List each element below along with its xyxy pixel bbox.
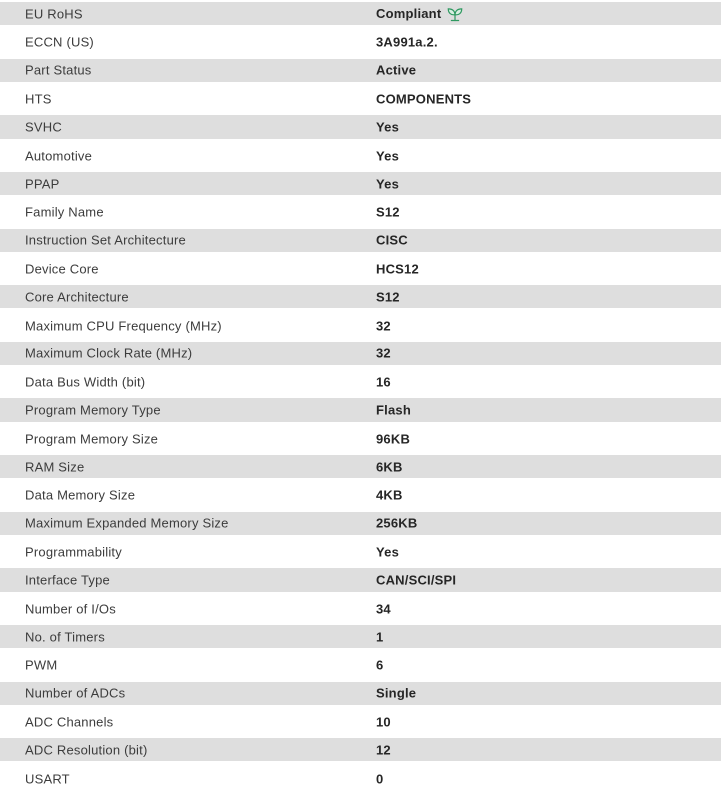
row-value: S12 xyxy=(376,289,400,305)
row-value: CAN/SCI/SPI xyxy=(376,572,457,588)
row-value: Yes xyxy=(376,176,400,192)
row-value-group xyxy=(376,176,399,191)
row-value-group xyxy=(376,771,383,786)
table-row xyxy=(0,340,721,368)
row-value: 32 xyxy=(376,345,391,361)
row-label: Family Name xyxy=(25,204,104,220)
table-row xyxy=(0,481,721,509)
row-label: HTS xyxy=(25,91,52,107)
rohs-leaf-icon[interactable] xyxy=(447,7,463,22)
row-value-group xyxy=(376,205,400,220)
row-label: Part Status xyxy=(25,62,92,78)
table-row xyxy=(0,708,721,736)
row-label: Automotive xyxy=(25,148,93,164)
row-value-group xyxy=(376,629,383,644)
table-row xyxy=(0,142,721,170)
row-value-group xyxy=(376,545,399,560)
row-value: 4KB xyxy=(376,487,403,503)
row-value: CISC xyxy=(376,232,408,248)
row-value: 10 xyxy=(376,714,391,730)
row-value: 3A991a.2. xyxy=(376,34,438,50)
row-value: COMPONENTS xyxy=(376,91,472,107)
row-label: Maximum CPU Frequency (MHz) xyxy=(25,318,222,334)
row-value-group xyxy=(376,572,456,587)
table-row xyxy=(0,736,721,764)
table-row xyxy=(0,28,721,56)
row-value: 6KB xyxy=(376,459,403,475)
row-value-group xyxy=(376,431,410,446)
row-label: Data Memory Size xyxy=(25,487,136,503)
row-label: Interface Type xyxy=(25,572,110,588)
row-label: Program Memory Size xyxy=(25,431,159,447)
table-row xyxy=(0,623,721,651)
table-row xyxy=(0,595,721,623)
row-value: Yes xyxy=(376,544,400,560)
row-value: 32 xyxy=(376,318,391,334)
row-value-group xyxy=(376,403,411,418)
row-value: Compliant xyxy=(376,6,442,22)
row-value: Active xyxy=(376,62,417,78)
row-value: 12 xyxy=(376,742,391,758)
table-row xyxy=(0,198,721,226)
row-value-group xyxy=(376,488,403,503)
row-label: Instruction Set Architecture xyxy=(25,232,186,248)
row-label: ADC Channels xyxy=(25,714,114,730)
row-label: Programmability xyxy=(25,544,122,560)
table-row xyxy=(0,680,721,708)
row-value: Flash xyxy=(376,402,411,418)
table-row xyxy=(0,651,721,679)
table-row xyxy=(0,227,721,255)
table-row xyxy=(0,283,721,311)
row-label: Core Architecture xyxy=(25,289,129,305)
row-value: 34 xyxy=(376,601,391,617)
row-value-group xyxy=(376,92,471,107)
row-value-group xyxy=(376,35,438,50)
row-label: EU RoHS xyxy=(25,6,83,22)
row-value: HCS12 xyxy=(376,261,419,277)
table-row xyxy=(0,85,721,113)
table-row xyxy=(0,57,721,85)
table-row xyxy=(0,538,721,566)
row-value-group xyxy=(376,289,400,304)
row-value: 256KB xyxy=(376,515,418,531)
row-label: PPAP xyxy=(25,176,60,192)
row-label: SVHC xyxy=(25,119,62,135)
row-value-group xyxy=(376,686,416,701)
row-label: RAM Size xyxy=(25,459,85,475)
row-value-group xyxy=(376,714,391,729)
row-label: USART xyxy=(25,771,70,787)
table-row xyxy=(0,0,721,28)
row-value-group xyxy=(376,601,391,616)
table-row xyxy=(0,311,721,339)
table-row xyxy=(0,453,721,481)
row-value-group xyxy=(376,233,408,248)
row-value-group xyxy=(376,318,391,333)
row-label: Device Core xyxy=(25,261,99,277)
row-value: S12 xyxy=(376,204,400,220)
row-value-group xyxy=(376,6,463,22)
row-value: 96KB xyxy=(376,431,411,447)
row-value-group xyxy=(376,742,391,757)
table-row xyxy=(0,425,721,453)
row-value-group xyxy=(376,658,383,673)
table-row xyxy=(0,255,721,283)
table-row xyxy=(0,113,721,141)
row-label: No. of Timers xyxy=(25,629,105,645)
row-value: 6 xyxy=(376,657,384,673)
row-value-group xyxy=(376,459,403,474)
row-value-group xyxy=(376,119,399,134)
row-value: 16 xyxy=(376,374,391,390)
row-label: Number of I/Os xyxy=(25,601,116,617)
row-value: 1 xyxy=(376,629,384,645)
table-row xyxy=(0,170,721,198)
row-value-group xyxy=(376,148,399,163)
row-value: 0 xyxy=(376,771,384,787)
row-value-group xyxy=(376,63,416,78)
table-row xyxy=(0,396,721,424)
row-label: ECCN (US) xyxy=(25,34,94,50)
row-label: PWM xyxy=(25,657,58,673)
row-label: Program Memory Type xyxy=(25,402,161,418)
row-value: Yes xyxy=(376,119,400,135)
row-label: Maximum Clock Rate (MHz) xyxy=(25,345,193,361)
row-label: ADC Resolution (bit) xyxy=(25,742,148,758)
row-value-group xyxy=(376,261,419,276)
row-label: Number of ADCs xyxy=(25,685,126,701)
table-row xyxy=(0,566,721,594)
row-value: Single xyxy=(376,685,417,701)
row-value-group xyxy=(376,375,391,390)
row-label: Data Bus Width (bit) xyxy=(25,374,146,390)
table-row xyxy=(0,510,721,538)
table-row xyxy=(0,368,721,396)
row-label: Maximum Expanded Memory Size xyxy=(25,515,229,531)
row-value-group xyxy=(376,516,417,531)
table-row xyxy=(0,764,721,792)
row-value: Yes xyxy=(376,148,400,164)
row-value-group xyxy=(376,346,391,361)
